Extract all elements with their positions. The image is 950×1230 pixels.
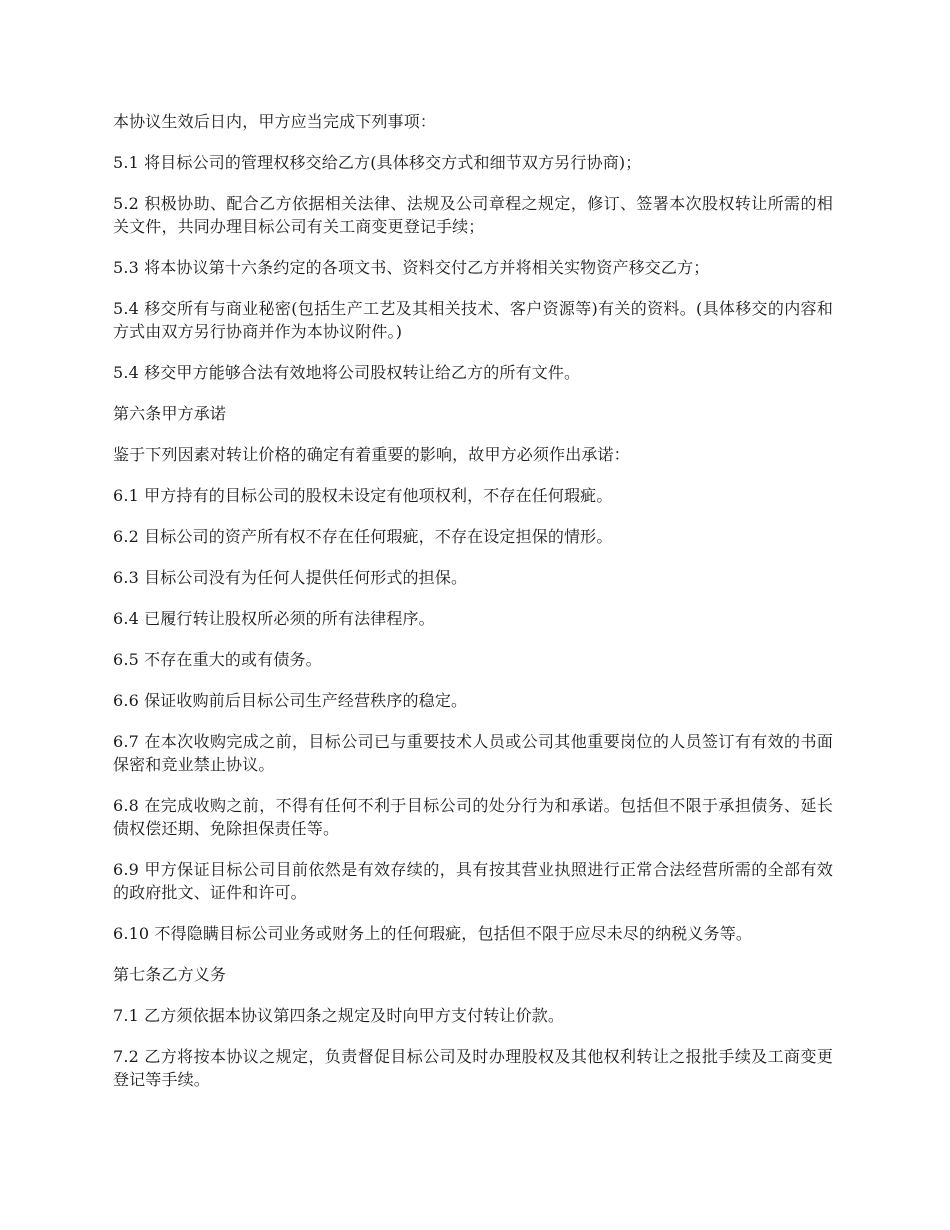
clause-7-1: 7.1 乙方须依据本协议第四条之规定及时向甲方支付转让价款。 (113, 1006, 565, 1025)
clause-6-6: 6.6 保证收购前后目标公司生产经营秩序的稳定。 (113, 691, 468, 710)
article-6-intro: 鉴于下列因素对转让价格的确定有着重要的影响，故甲方必须作出承诺： (113, 445, 630, 464)
document-body (113, 110, 833, 1109)
clause-6-3: 6.3 目标公司没有为任何人提供任何形式的担保。 (113, 568, 468, 587)
clause-5-3: 5.3 将本协议第十六条约定的各项文书、资料交付乙方并将相关实物资产移交乙方； (113, 258, 710, 277)
clause-6-9: 6.9 甲方保证目标公司目前依然是有效存续的，具有按其营业执照进行正常合法经营所需的全部有效的政府批文、证件和许可。 (113, 860, 833, 902)
article-7-heading: 第七条乙方义务 (113, 965, 227, 984)
clause-5-1: 5.1 将目标公司的管理权移交给乙方(具体移交方式和细节双方另行协商)； (113, 153, 642, 172)
clause-6-7: 6.7 在本次收购完成之前，目标公司已与重要技术人员或公司其他重要岗位的人员签订有有效的书面保密和竞业禁止协议。 (113, 732, 833, 774)
clause-6-8: 6.8 在完成收购之前，不得有任何不利于目标公司的处分行为和承诺。包括但不限于承担债务、延长债权偿还期、免除担保责任等。 (113, 796, 833, 838)
clause-5-4-b: 5.4 移交甲方能够合法有效地将公司股权转让给乙方的所有文件。 (113, 363, 581, 382)
clause-5-4-a: 5.4 移交所有与商业秘密(包括生产工艺及其相关技术、客户资源等)有关的资料。(具体移交的内容和方式由双方另行协商并作为本协议附件。) (113, 299, 833, 341)
clause-7-2: 7.2 乙方将按本协议之规定，负责督促目标公司及时办理股权及其他权利转让之报批手续及工商变更登记等手续。 (113, 1047, 833, 1089)
clause-6-2: 6.2 目标公司的资产所有权不存在任何瑕疵，不存在设定担保的情形。 (113, 527, 613, 546)
clause-6-10: 6.10 不得隐瞒目标公司业务或财务上的任何瑕疵，包括但不限于应尽未尽的纳税义务等。 (113, 924, 753, 943)
clause-5-2: 5.2 积极协助、配合乙方依据相关法律、法规及公司章程之规定，修订、签署本次股权转让所需的相关文件，共同办理目标公司有关工商变更登记手续； (113, 194, 833, 236)
clause-6-5: 6.5 不存在重大的或有债务。 (113, 650, 322, 669)
article-6-heading: 第六条甲方承诺 (113, 404, 227, 423)
intro-paragraph: 本协议生效后日内，甲方应当完成下列事项： (113, 112, 437, 131)
clause-6-1: 6.1 甲方持有的目标公司的股权未设定有他项权利，不存在任何瑕疵。 (113, 486, 613, 505)
clause-6-4: 6.4 已履行转让股权所必须的所有法律程序。 (113, 609, 435, 628)
